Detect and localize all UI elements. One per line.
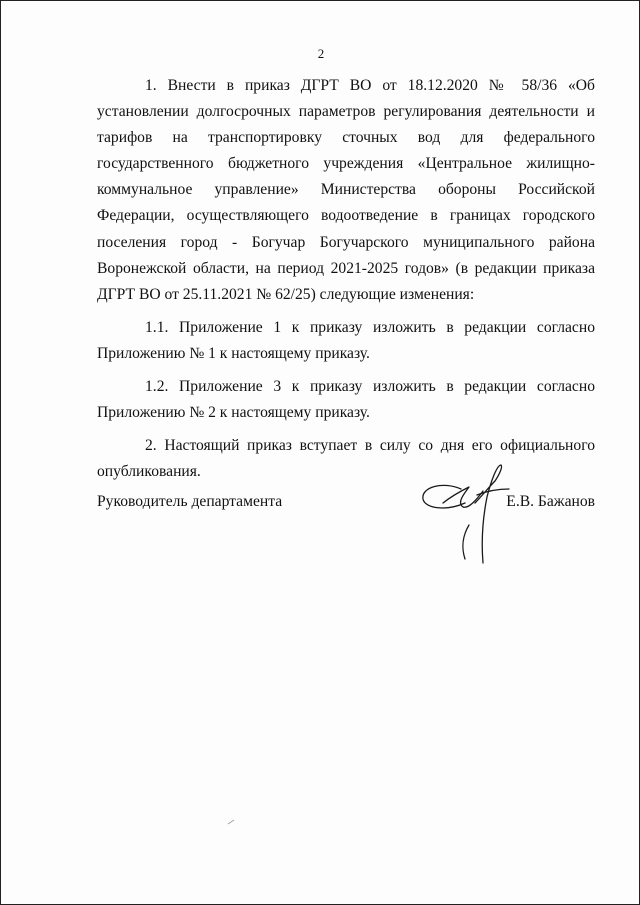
paragraph-1-1: 1.1. Приложение 1 к приказу изложить в редакции согласно Приложению № 1 к настоящему приказу. bbox=[97, 318, 595, 362]
order-body bbox=[97, 73, 595, 485]
scan-artifact bbox=[227, 819, 235, 825]
signatory-name: Е.В. Бажанов bbox=[506, 493, 595, 510]
paragraph-2: 2. Настоящий приказ вступает в силу со дня его официального опубликования. bbox=[97, 437, 595, 481]
paragraph-1: 1. Внести в приказ ДГРТ ВО от 18.12.2020 № 58/36 «Об установлении долгосрочных параметров регулирования деятельности и тарифов на транспортировку сточных вод для федерального государственного бюджетного учреждения «Центральное жилищно-коммунальное управление» Министерства обороны Российской Федерации, осуществляющего водоотведение в границах городского поселения город - Богучар Богучарского муниципального района Воронежской области, на период 2021-2025 годов» (в редакции приказа ДГРТ ВО от 25.11.2021 № 62/25) следующие изменения: bbox=[97, 77, 595, 303]
signatory-position: Руководитель департамента bbox=[97, 493, 283, 510]
handwritten-signature bbox=[413, 459, 525, 571]
page-number: 2 bbox=[317, 46, 325, 61]
paragraph-1-2: 1.2. Приложение 3 к приказу изложить в редакции согласно Приложению № 2 к настоящему приказу. bbox=[97, 378, 595, 422]
